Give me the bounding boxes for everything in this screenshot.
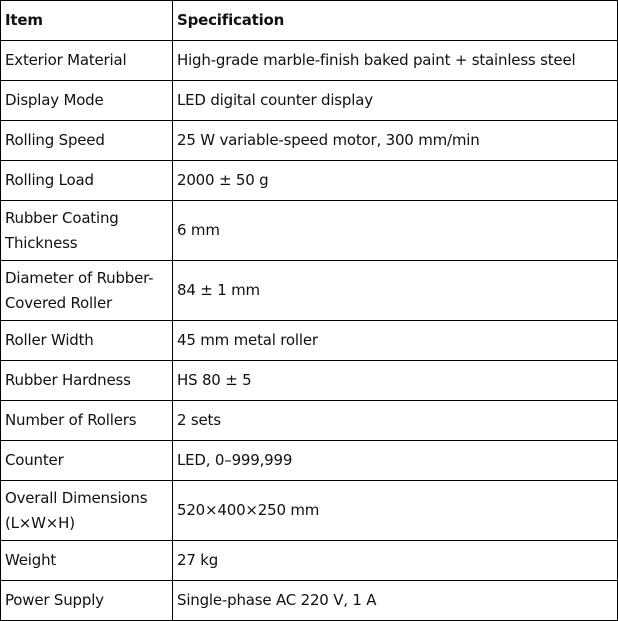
table-row — [1, 261, 618, 321]
table-row — [1, 401, 618, 441]
item-cell: Overall Dimensions (L×W×H) — [1, 481, 173, 541]
spec-cell: 25 W variable-speed motor, 300 mm/min — [173, 121, 618, 161]
spec-cell: 45 mm metal roller — [173, 321, 618, 361]
item-cell: Rolling Load — [1, 161, 173, 201]
spec-cell: 520×400×250 mm — [173, 481, 618, 541]
item-cell: Rubber Coating Thickness — [1, 201, 173, 261]
item-cell: Rubber Hardness — [1, 361, 173, 401]
header-item: Item — [1, 1, 173, 41]
item-cell: Number of Rollers — [1, 401, 173, 441]
item-cell: Rolling Speed — [1, 121, 173, 161]
spec-cell: 27 kg — [173, 541, 618, 581]
table-row — [1, 161, 618, 201]
spec-cell: 6 mm — [173, 201, 618, 261]
table-row — [1, 321, 618, 361]
spec-cell: Single-phase AC 220 V, 1 A — [173, 581, 618, 621]
table-row — [1, 201, 618, 261]
spec-cell: LED, 0–999,999 — [173, 441, 618, 481]
spec-cell: LED digital counter display — [173, 81, 618, 121]
table-row — [1, 481, 618, 541]
item-cell: Power Supply — [1, 581, 173, 621]
table-row — [1, 81, 618, 121]
item-cell: Counter — [1, 441, 173, 481]
item-cell: Weight — [1, 541, 173, 581]
spec-cell: HS 80 ± 5 — [173, 361, 618, 401]
table-row — [1, 41, 618, 81]
header-specification: Specification — [173, 1, 618, 41]
table-row — [1, 361, 618, 401]
table-row — [1, 441, 618, 481]
spec-cell: 84 ± 1 mm — [173, 261, 618, 321]
table-row — [1, 121, 618, 161]
item-cell: Display Mode — [1, 81, 173, 121]
table-row — [1, 581, 618, 621]
item-cell: Exterior Material — [1, 41, 173, 81]
item-cell: Diameter of Rubber-Covered Roller — [1, 261, 173, 321]
item-cell: Roller Width — [1, 321, 173, 361]
spec-cell: 2000 ± 50 g — [173, 161, 618, 201]
table-header-row — [1, 1, 618, 41]
spec-cell: High-grade marble-finish baked paint + stainless steel — [173, 41, 618, 81]
spec-cell: 2 sets — [173, 401, 618, 441]
table-row — [1, 541, 618, 581]
